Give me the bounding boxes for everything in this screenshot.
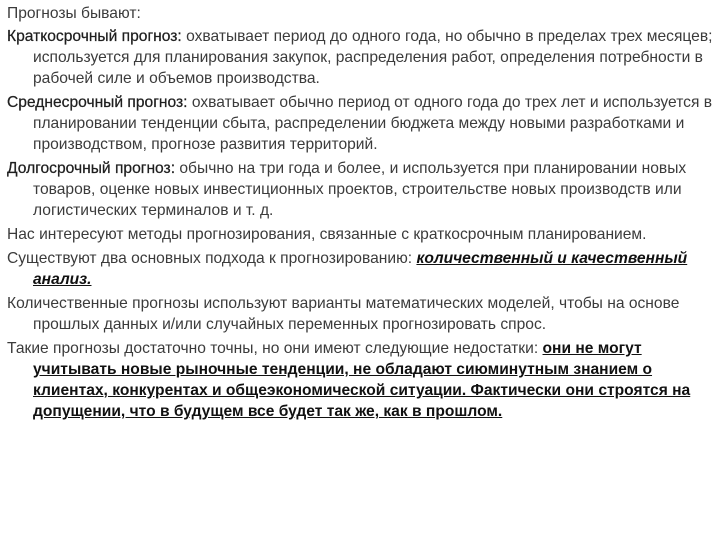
mid-term-paragraph <box>7 92 715 155</box>
approaches-text: Существуют два основных подхода к прогнозированию: <box>7 250 417 267</box>
long-term-paragraph <box>7 158 715 221</box>
long-term-text: обычно на три года и более, и используется при планировании новых товаров, оценке новых инвестиционных проектов, строительстве новых производств или логистических терминалов и т. д. <box>33 160 687 219</box>
slide-text-body <box>7 3 715 425</box>
quantitative-paragraph: Количественные прогнозы используют варианты математических моделей, чтобы на основе прошлых данных и/или случайных переменных прогнозировать спрос. <box>7 295 680 333</box>
mid-term-term: Среднесрочный прогноз: <box>7 94 188 111</box>
short-term-term: Краткосрочный прогноз: <box>7 28 182 45</box>
drawbacks-text: Такие прогнозы достаточно точны, но они имеют следующие недостатки: <box>7 340 543 357</box>
intro-heading: Прогнозы бывают: <box>7 5 141 22</box>
drawbacks-emphasis: они не могут учитывать новые рыночные тенденции, не обладают сиюминутным знанием о клиентах, конкурентах и общеэкономической ситуации. Фактически они строятся на допущении, что в будущем все будет так же, как в прошлом. <box>33 340 691 420</box>
long-term-term: Долгосрочный прогноз: <box>7 160 176 177</box>
short-term-paragraph <box>7 26 715 89</box>
mid-term-text: охватывает обычно период от одного года до трех лет и используется в планировании тенденции сбыта, распределении бюджета между новыми разработками и производством, прогнозе развития территорий. <box>33 94 713 153</box>
approaches-paragraph <box>7 248 715 290</box>
interest-paragraph: Нас интересуют методы прогнозирования, связанные с краткосрочным планированием. <box>7 226 647 243</box>
short-term-text: охватывает период до одного года, но обычно в пределах трех месяцев; используется для планирования закупок, распределения работ, определения потребности в рабочей силе и объемов производства. <box>33 28 713 87</box>
approaches-emphasis: количественный и качественный анализ. <box>33 250 688 288</box>
drawbacks-paragraph <box>7 338 715 422</box>
